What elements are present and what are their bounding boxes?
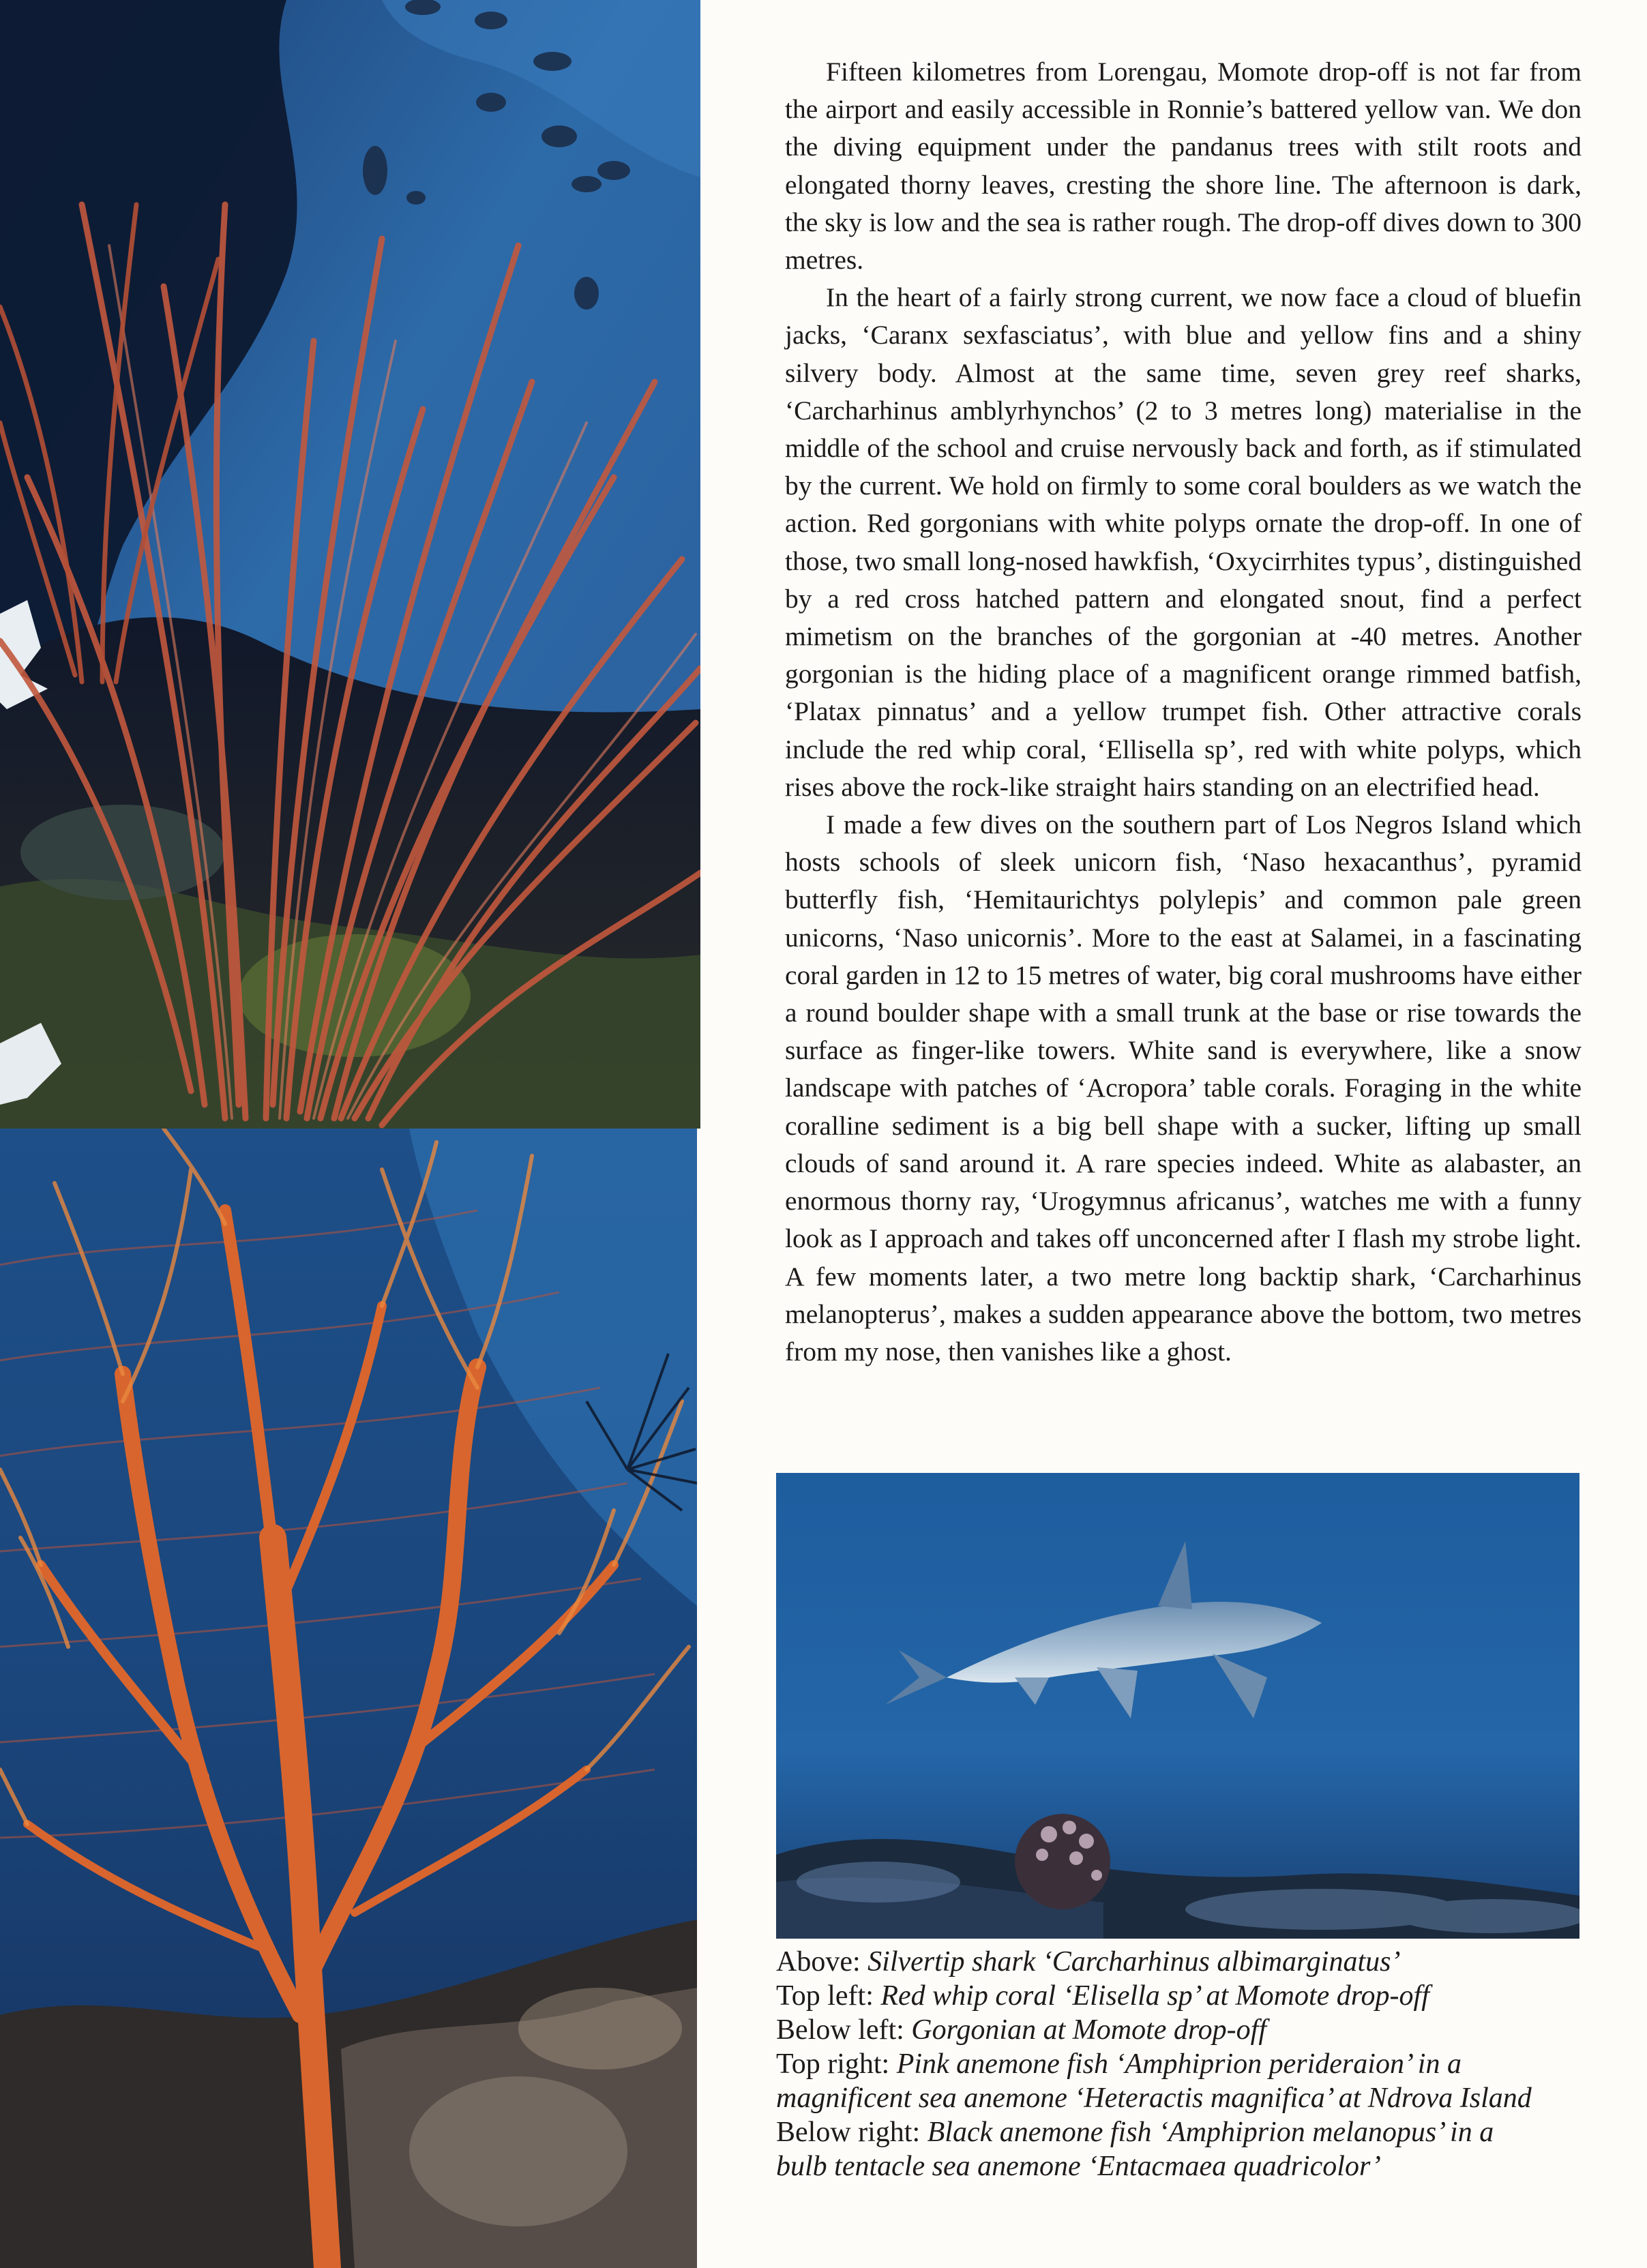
- caption-line: [776, 1945, 1594, 1979]
- caption-text: Pink anemone fish ‘Amphiprion perideraion’ in a: [896, 2048, 1461, 2080]
- caption-label: Below right:: [776, 2117, 921, 2148]
- caption-text: Black anemone fish ‘Amphiprion melanopus’ in a: [927, 2117, 1494, 2148]
- caption-line: [776, 2081, 1594, 2115]
- caption-text: Silvertip shark ‘Carcharhinus albimarginatus’: [867, 1946, 1401, 1978]
- caption-text: bulb tentacle sea anemone ‘Entacmaea quadricolor’: [776, 2151, 1381, 2182]
- photo-captions: [776, 1945, 1594, 2183]
- caption-text: Gorgonian at Momote drop-off: [911, 2014, 1266, 2046]
- caption-line: [776, 1979, 1594, 2013]
- caption-line: [776, 2149, 1594, 2183]
- silvertip-shark-photo: [776, 1473, 1579, 1939]
- caption-label: Top right:: [776, 2048, 890, 2080]
- article-paragraph: In the heart of a fairly strong current, we now face a cloud of bluefin jacks, ‘Caranx sexfasciatus’, with blue and yellow fins and a shiny silvery body. Almost at the same time, seven grey reef sharks, ‘Carcharhinus amblyrhynchos’ (2 to 3 metres long) materialise in the middle of the school and cruise nervously back and forth, as if stimulated by the current. We hold on firmly to some coral boulders as we watch the action. Red gorgonians with white polyps ornate the drop-off. In one of those, two small long-nosed hawkfish, ‘Oxycirrhites typus’, distinguished by a red cross hatched pattern and elongated snout, find a perfect mimetism on the branches of the gorgonian at -40 metres. Another gorgonian is the hiding place of a magnificent orange rimmed batfish, ‘Platax pinnatus’ and a yellow trumpet fish. Other attractive corals include the red whip coral, ‘Ellisella sp’, red with white polyps, which rises above the rock-like straight hairs standing on an electrified head.: [785, 282, 1582, 802]
- caption-text: magnificent sea anemone ‘Heteractis magnifica’ at Ndrova Island: [776, 2083, 1532, 2114]
- caption-label: Top left:: [776, 1980, 874, 2012]
- caption-line: [776, 2013, 1594, 2047]
- article-paragraph: I made a few dives on the southern part of Los Negros Island which hosts schools of sleek unicorn fish, ‘Naso hexacanthus’, pyramid butterfly fish, ‘Hemitaurichtys polylepis’ and common pale green unicorns, ‘Naso unicornis’. More to the east at Salamei, in a fascinating coral garden in 12 to 15 metres of water, big coral mushrooms have either a round boulder shape with a small trunk at the base or rise towards the surface as finger-like towers. White sand is everywhere, like a snow landscape with patches of ‘Acropora’ table corals. Foraging in the white coralline sediment is a big bell shape with a sucker, lifting up small clouds of sand around it. A rare species indeed. White as alabaster, an enormous thorny ray, ‘Urogymnus africanus’, watches me with a funny look as I approach and takes off unconcerned after I flash my strobe light. A few moments later, a two metre long backtip shark, ‘Carcharhinus melanopterus’, makes a sudden appearance above the bottom, two metres from my nose, then vanishes like a ghost.: [785, 809, 1582, 1367]
- caption-line: [776, 2047, 1594, 2081]
- caption-label: Below left:: [776, 2014, 904, 2046]
- caption-text: Red whip coral ‘Elisella sp’ at Momote drop-off: [880, 1980, 1429, 2012]
- gorgonian-photo: [0, 1129, 697, 2268]
- caption-line: [776, 2115, 1594, 2149]
- red-whip-coral-photo: [0, 0, 700, 1129]
- caption-label: Above:: [776, 1946, 861, 1978]
- article-paragraph: Fifteen kilometres from Lorengau, Momote drop-off is not far from the airport and easily accessible in Ronnie’s battered yellow van. We don the diving equipment under the pandanus trees with stilt roots and elongated thorny leaves, cresting the shore line. The afternoon is dark, the sky is low and the sea is rather rough. The drop-off dives down to 300 metres.: [785, 57, 1582, 275]
- article-body: [785, 53, 1582, 1371]
